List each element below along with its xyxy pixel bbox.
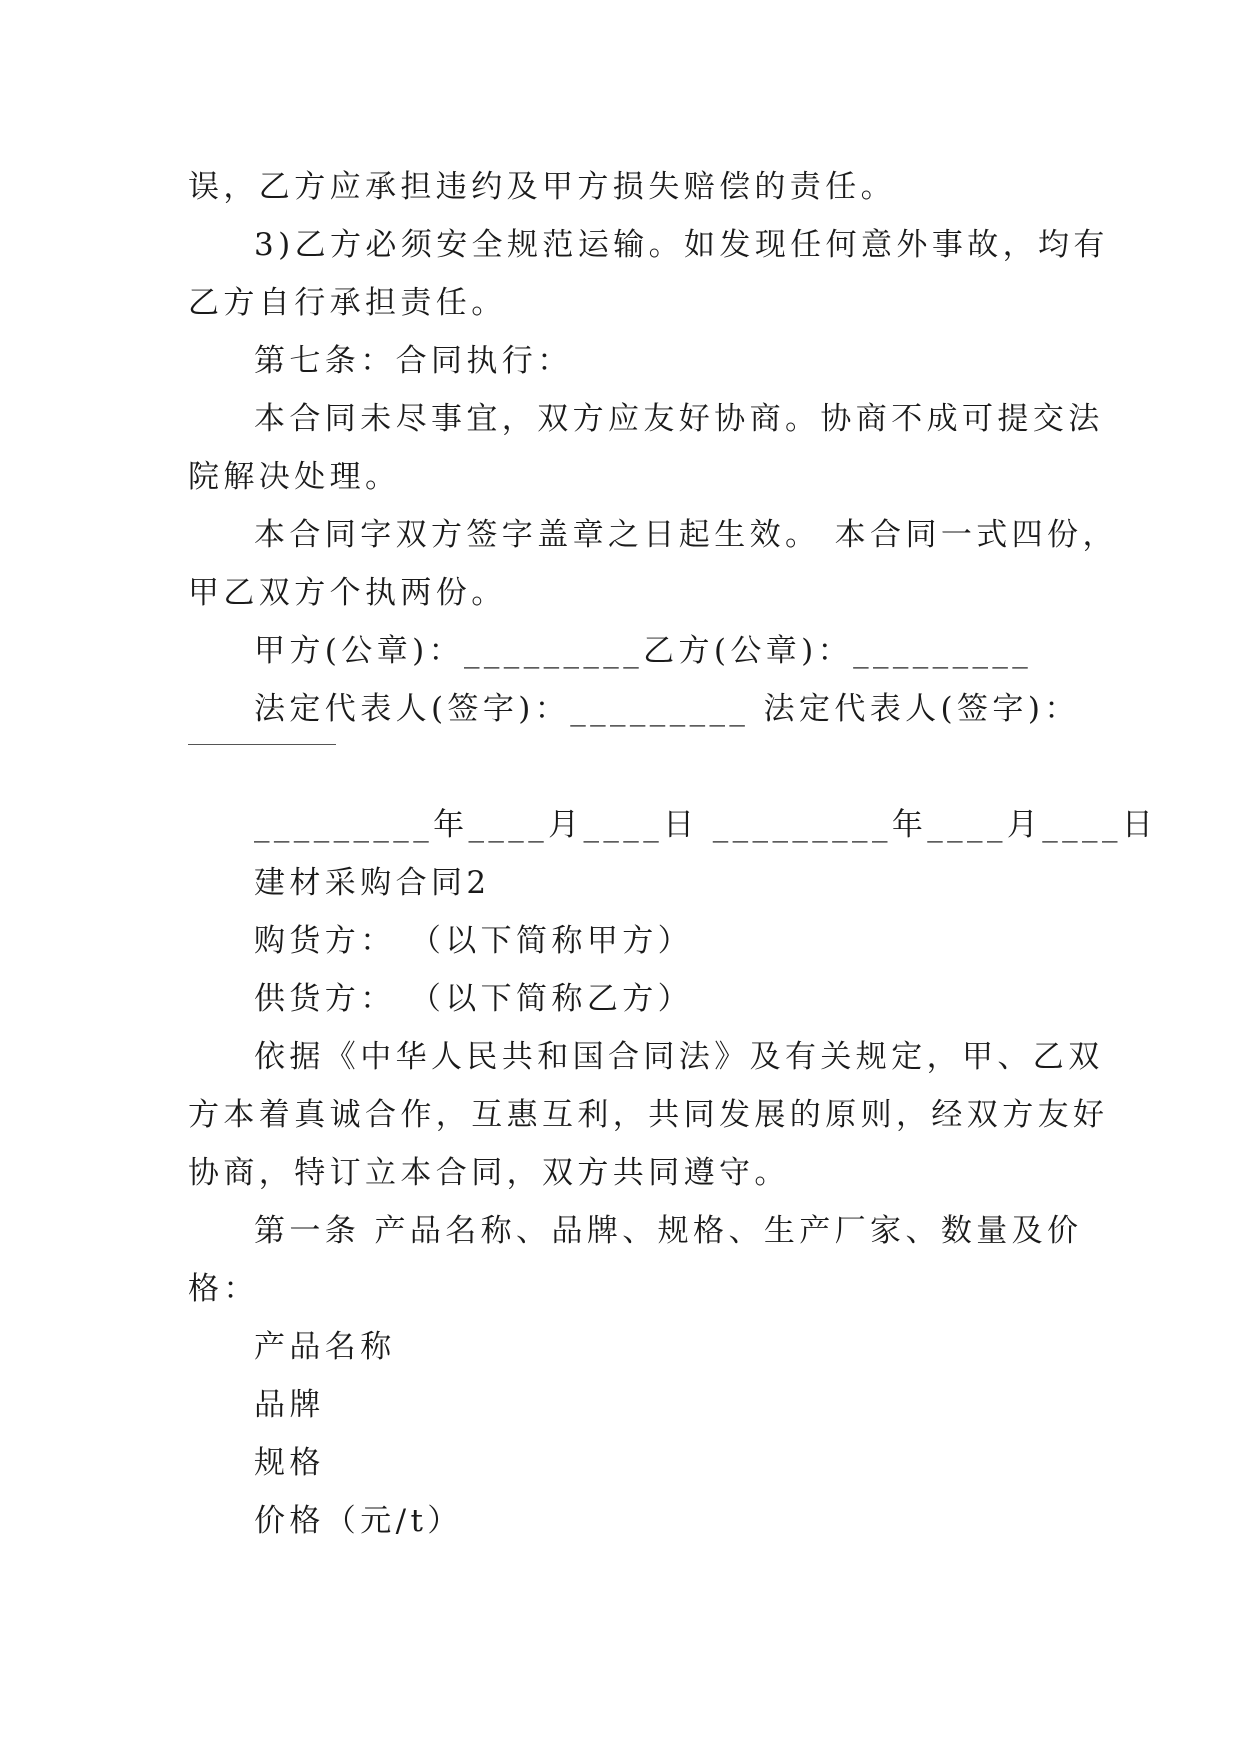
text-line: 本合同字双方签字盖章之日起生效。 本合同一式四份，	[254, 517, 1118, 553]
signature-line-seals: 甲方(公章)：_________乙方(公章)：_________	[254, 633, 1033, 669]
section-heading: 第一条 产品名称、品牌、规格、生产厂家、数量及价	[254, 1213, 1083, 1249]
signature-line-representatives: 法定代表人(签字)：_________ 法定代表人(签字)：	[254, 691, 1080, 727]
underline-blank	[188, 744, 336, 745]
signature-blank	[188, 738, 1058, 796]
document-page	[188, 158, 1158, 1550]
text-line: 本合同未尽事宜，双方应友好协商。协商不成可提交法	[254, 401, 1104, 437]
date-line: _________年____月____日 _________年____月____日	[254, 807, 1158, 843]
text-line: 协商，特订立本合同，双方共同遵守。	[188, 1155, 790, 1191]
field-label: 价格（元/t）	[254, 1503, 463, 1539]
text-line: 误，乙方应承担违约及甲方损失赔偿的责任。	[188, 169, 896, 205]
contract-title: 建材采购合同2	[254, 865, 491, 901]
text-line: 格：	[188, 1271, 259, 1307]
text-line: 乙方自行承担责任。	[188, 285, 507, 321]
text-line: 方本着真诚合作，互惠互利，共同发展的原则，经双方友好	[188, 1097, 1109, 1133]
text-line: 院解决处理。	[188, 459, 401, 495]
buyer-line: 购货方： （以下简称甲方）	[254, 923, 694, 959]
field-label: 产品名称	[254, 1329, 396, 1365]
field-label: 规格	[254, 1445, 325, 1481]
text-line: 依据《中华人民共和国合同法》及有关规定，甲、乙双	[254, 1039, 1104, 1075]
supplier-line: 供货方： （以下简称乙方）	[254, 981, 694, 1017]
text-line: 3)乙方必须安全规范运输。如发现任何意外事故，均有	[254, 227, 1109, 263]
section-heading: 第七条：合同执行：	[254, 343, 573, 379]
field-label: 品牌	[254, 1387, 325, 1423]
text-line: 甲乙双方个执两份。	[188, 575, 507, 611]
